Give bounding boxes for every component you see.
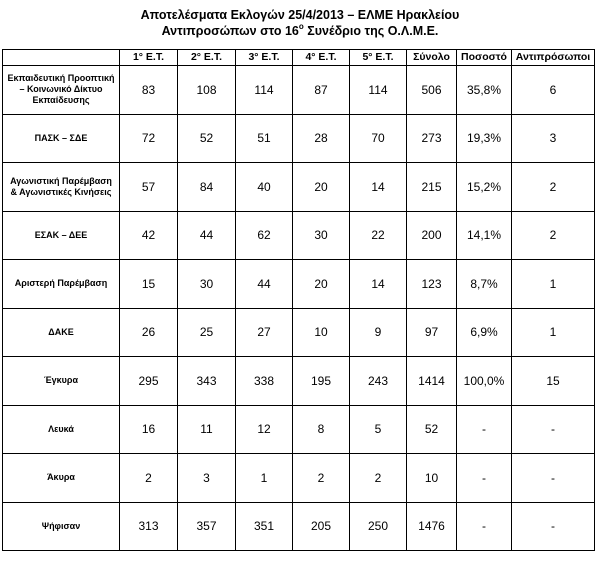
cell-percentage: 15,2% [457,163,512,212]
cell-district-5: 250 [350,502,407,551]
document-subtitle [0,23,600,39]
cell-district-1: 42 [120,211,178,260]
cell-total: 97 [407,308,457,357]
cell-district-5: 114 [350,66,407,115]
cell-district-3: 62 [236,211,293,260]
row-label: ΕΣΑΚ – ΔΕΕ [3,211,120,260]
header-cell-district-3: 3° Ε.Τ. [236,50,293,66]
cell-total: 10 [407,454,457,503]
cell-percentage: 6,9% [457,308,512,357]
document-title [0,7,600,23]
cell-district-2: 25 [178,308,236,357]
cell-district-5: 9 [350,308,407,357]
cell-total: 52 [407,405,457,454]
cell-district-1: 15 [120,260,178,309]
cell-total: 1476 [407,502,457,551]
cell-representatives: 1 [512,308,595,357]
cell-representatives: 6 [512,66,595,115]
cell-representatives: 3 [512,114,595,163]
cell-district-1: 16 [120,405,178,454]
cell-district-1: 26 [120,308,178,357]
cell-total: 273 [407,114,457,163]
cell-representatives: - [512,454,595,503]
table-row [3,211,595,260]
row-label: Λευκά [3,405,120,454]
table-row [3,502,595,551]
cell-representatives: - [512,405,595,454]
cell-district-1: 83 [120,66,178,115]
header-cell-district-2: 2° Ε.Τ. [178,50,236,66]
cell-district-4: 28 [293,114,350,163]
cell-district-5: 14 [350,163,407,212]
cell-district-5: 70 [350,114,407,163]
cell-representatives: - [512,502,595,551]
cell-district-3: 40 [236,163,293,212]
cell-district-1: 295 [120,357,178,406]
subtitle-text-end: Συνέδριο της Ο.Λ.Μ.Ε. [303,24,439,38]
header-cell-district-1: 1° Ε.Τ. [120,50,178,66]
cell-district-2: 30 [178,260,236,309]
cell-percentage: - [457,454,512,503]
table-row [3,308,595,357]
row-label: Έγκυρα [3,357,120,406]
header-cell-representatives: Αντιπρόσωποι [512,50,595,66]
header-row [3,50,595,66]
cell-total: 123 [407,260,457,309]
cell-total: 200 [407,211,457,260]
cell-percentage: 35,8% [457,66,512,115]
cell-district-5: 243 [350,357,407,406]
header-cell-corner [3,50,120,66]
cell-representatives: 1 [512,260,595,309]
cell-district-2: 343 [178,357,236,406]
cell-district-5: 2 [350,454,407,503]
cell-district-4: 8 [293,405,350,454]
row-label: Αγωνιστική Παρέμβαση & Αγωνιστικές Κινήσεις [3,163,120,212]
table-row [3,163,595,212]
results-table [2,49,595,551]
cell-district-4: 20 [293,260,350,309]
subtitle-superscript: ο [298,21,304,31]
cell-district-1: 2 [120,454,178,503]
cell-district-3: 44 [236,260,293,309]
cell-total: 1414 [407,357,457,406]
table-row [3,66,595,115]
cell-total: 506 [407,66,457,115]
cell-representatives: 2 [512,211,595,260]
row-label: ΔΑΚΕ [3,308,120,357]
table-row [3,260,595,309]
cell-district-4: 20 [293,163,350,212]
row-label: Ψήφισαν [3,502,120,551]
cell-district-4: 205 [293,502,350,551]
table-row [3,114,595,163]
cell-percentage: 19,3% [457,114,512,163]
table-row [3,454,595,503]
header-cell-percentage: Ποσοστό [457,50,512,66]
cell-district-2: 84 [178,163,236,212]
cell-representatives: 15 [512,357,595,406]
table-header [3,50,595,66]
cell-district-3: 351 [236,502,293,551]
cell-district-2: 108 [178,66,236,115]
header-cell-total: Σύνολο [407,50,457,66]
cell-district-1: 313 [120,502,178,551]
cell-district-2: 11 [178,405,236,454]
cell-percentage: - [457,502,512,551]
cell-district-4: 2 [293,454,350,503]
row-label: ΠΑΣΚ – ΣΔΕ [3,114,120,163]
cell-district-4: 87 [293,66,350,115]
cell-percentage: 100,0% [457,357,512,406]
cell-district-4: 195 [293,357,350,406]
cell-district-4: 10 [293,308,350,357]
cell-district-5: 22 [350,211,407,260]
cell-percentage: - [457,405,512,454]
cell-district-1: 72 [120,114,178,163]
cell-district-2: 3 [178,454,236,503]
cell-district-2: 52 [178,114,236,163]
cell-percentage: 14,1% [457,211,512,260]
row-label: Εκπαιδευτική Προοπτική – Κοινωνικό Δίκτυο Εκπαίδευσης [3,66,120,115]
row-label: Αριστερή Παρέμβαση [3,260,120,309]
cell-district-2: 357 [178,502,236,551]
cell-district-3: 51 [236,114,293,163]
cell-district-2: 44 [178,211,236,260]
cell-district-3: 1 [236,454,293,503]
subtitle-text-start: Αντιπροσώπων στο 16 [161,24,299,38]
header-cell-district-4: 4° Ε.Τ. [293,50,350,66]
title-line-1: Αποτελέσματα Εκλογών 25/4/2013 – ΕΛΜΕ Ηρακλείου [140,8,460,22]
table-body [3,66,595,551]
cell-district-3: 114 [236,66,293,115]
table-row [3,357,595,406]
cell-representatives: 2 [512,163,595,212]
cell-percentage: 8,7% [457,260,512,309]
cell-district-1: 57 [120,163,178,212]
cell-district-3: 338 [236,357,293,406]
cell-district-5: 5 [350,405,407,454]
cell-district-3: 12 [236,405,293,454]
cell-district-4: 30 [293,211,350,260]
table-row [3,405,595,454]
header-cell-district-5: 5° Ε.Τ. [350,50,407,66]
cell-district-5: 14 [350,260,407,309]
cell-total: 215 [407,163,457,212]
row-label: Άκυρα [3,454,120,503]
cell-district-3: 27 [236,308,293,357]
